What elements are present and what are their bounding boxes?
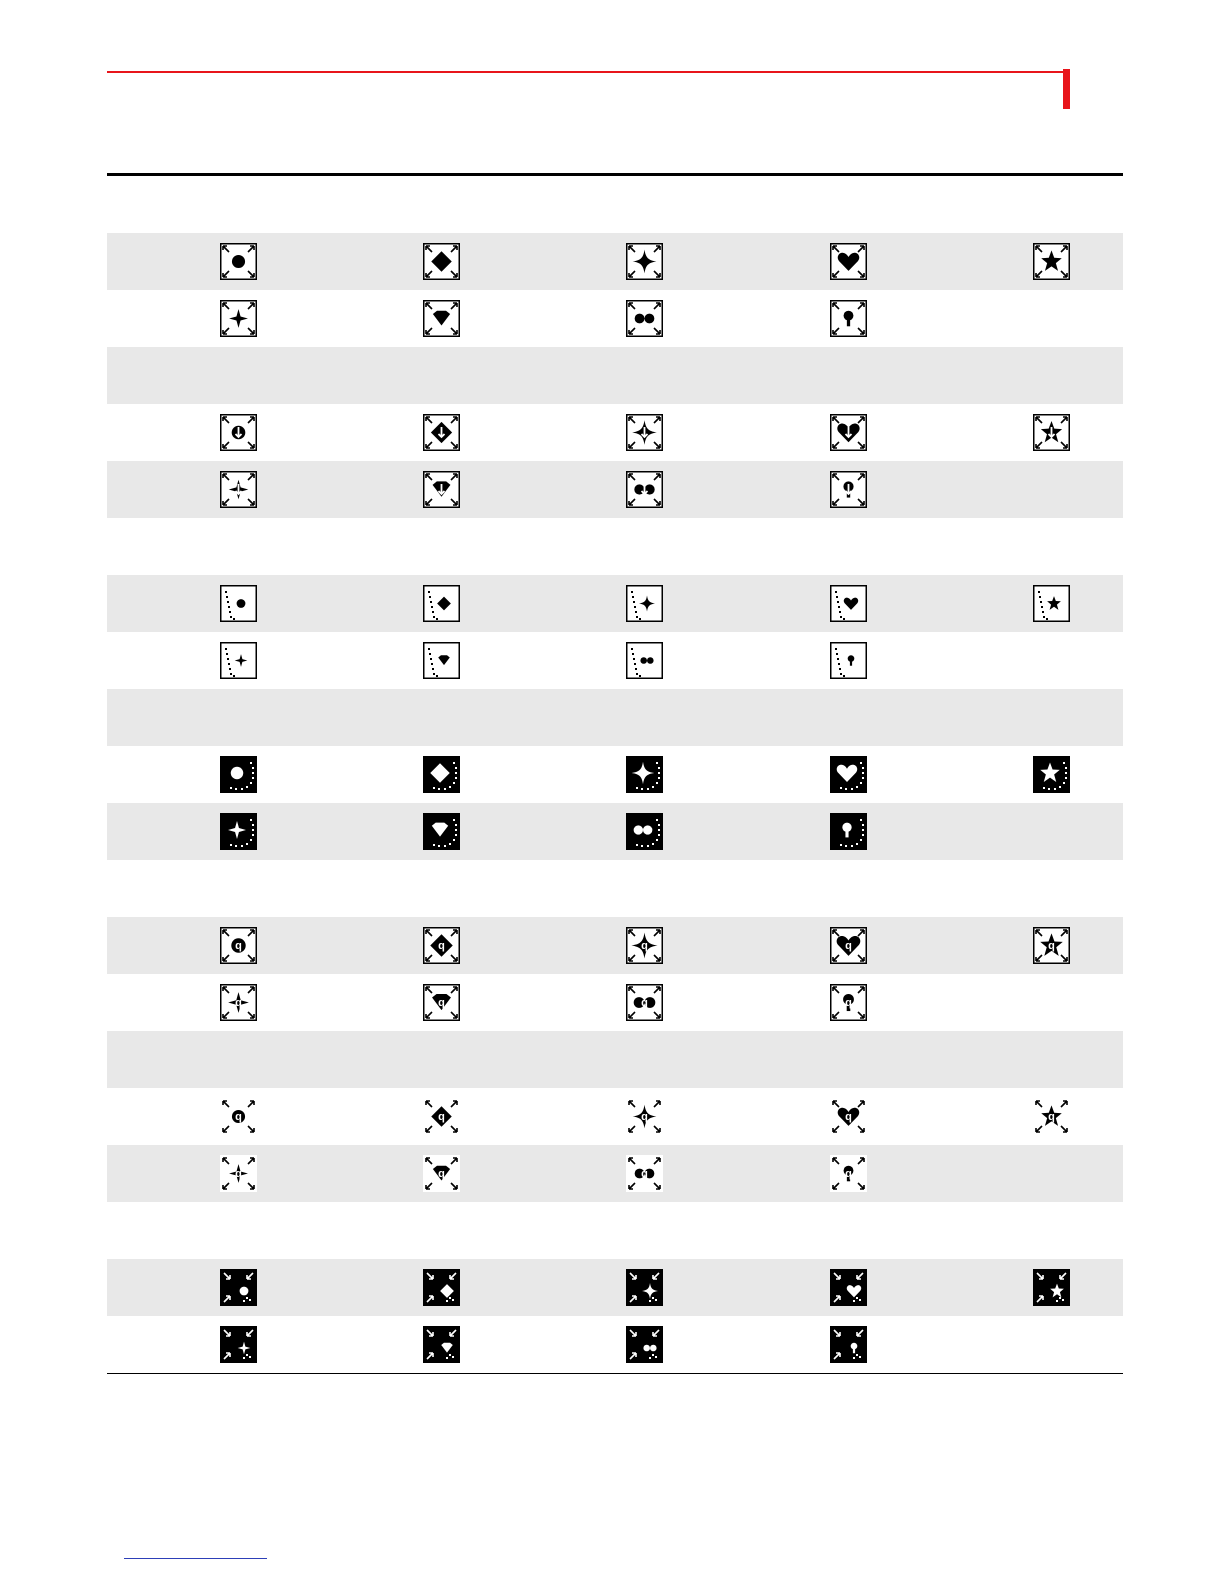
gem-framed-arrows-glyph-icon bbox=[423, 984, 460, 1021]
svg-text:q: q bbox=[438, 997, 445, 1009]
star-framed-dotted-trail-icon bbox=[1033, 585, 1070, 622]
footer-link-underline[interactable] bbox=[124, 1558, 267, 1559]
keyhole-framed-arrows-glyph-icon bbox=[830, 984, 867, 1021]
double-circle-inverted-dotted-trail-icon bbox=[626, 813, 663, 850]
svg-text:q: q bbox=[438, 940, 445, 952]
svg-text:q: q bbox=[641, 997, 648, 1009]
gem-inverted-dotted-trail-icon bbox=[423, 813, 460, 850]
cross-star-unframed-arrows-glyph-icon bbox=[220, 1155, 257, 1192]
icon-group-framed-arrows-out bbox=[107, 176, 1123, 347]
svg-text:q: q bbox=[845, 940, 852, 952]
diamond-inverted-dotted-trail-icon bbox=[423, 756, 460, 793]
circle-framed-arrows-out-icon bbox=[220, 243, 257, 280]
heart-framed-arrows-glyph-icon bbox=[830, 927, 867, 964]
cross-star-inverted-dotted-trail-icon bbox=[220, 813, 257, 850]
cross-star-inverted-arrows-in-icon bbox=[220, 1326, 257, 1363]
heart-unframed-arrows-glyph-icon bbox=[830, 1098, 867, 1135]
icon-group-framed-arrows-down bbox=[107, 347, 1123, 518]
keyhole-unframed-arrows-glyph-icon bbox=[830, 1155, 867, 1192]
icon-row bbox=[107, 461, 1123, 518]
star-framed-arrows-glyph-icon bbox=[1033, 927, 1070, 964]
diamond-framed-arrows-out-icon bbox=[423, 243, 460, 280]
gem-framed-arrows-down-icon bbox=[423, 471, 460, 508]
icon-group-framed-arrows-glyph bbox=[107, 860, 1123, 1031]
diamond-framed-arrows-down-icon bbox=[423, 414, 460, 451]
svg-text:q: q bbox=[235, 940, 242, 952]
svg-text:q: q bbox=[641, 1111, 648, 1123]
svg-text:q: q bbox=[845, 997, 852, 1009]
group-header-band bbox=[107, 1202, 1123, 1259]
svg-text:q: q bbox=[438, 1111, 445, 1123]
diamond-inverted-arrows-in-icon bbox=[423, 1269, 460, 1306]
icon-row bbox=[107, 803, 1123, 860]
keyhole-framed-arrows-down-icon bbox=[830, 471, 867, 508]
cross-star-framed-arrows-down-icon bbox=[220, 471, 257, 508]
double-circle-framed-dotted-trail-icon bbox=[626, 642, 663, 679]
icon-row bbox=[107, 404, 1123, 461]
svg-text:q: q bbox=[641, 940, 648, 952]
circle-framed-arrows-down-icon bbox=[220, 414, 257, 451]
icon-group-inverted-dotted-trail bbox=[107, 689, 1123, 860]
double-circle-unframed-arrows-glyph-icon bbox=[626, 1155, 663, 1192]
svg-text:q: q bbox=[1048, 940, 1055, 952]
icon-row bbox=[107, 632, 1123, 689]
icon-row bbox=[107, 746, 1123, 803]
diamond-unframed-arrows-glyph-icon bbox=[423, 1098, 460, 1135]
circle-inverted-arrows-in-icon bbox=[220, 1269, 257, 1306]
icon-row bbox=[107, 974, 1123, 1031]
svg-text:q: q bbox=[845, 1168, 852, 1180]
star-framed-arrows-out-icon bbox=[1033, 243, 1070, 280]
icon-row bbox=[107, 917, 1123, 974]
sparkle-framed-arrows-down-icon bbox=[626, 414, 663, 451]
gem-framed-arrows-out-icon bbox=[423, 300, 460, 337]
group-header-band bbox=[107, 860, 1123, 917]
heart-framed-dotted-trail-icon bbox=[830, 585, 867, 622]
double-circle-framed-arrows-glyph-icon bbox=[626, 984, 663, 1021]
sparkle-framed-arrows-out-icon bbox=[626, 243, 663, 280]
heart-framed-arrows-out-icon bbox=[830, 243, 867, 280]
sparkle-framed-arrows-glyph-icon bbox=[626, 927, 663, 964]
icon-group-inverted-arrows-in bbox=[107, 1202, 1123, 1373]
gem-inverted-arrows-in-icon bbox=[423, 1326, 460, 1363]
gem-unframed-arrows-glyph-icon bbox=[423, 1155, 460, 1192]
keyhole-inverted-dotted-trail-icon bbox=[830, 813, 867, 850]
double-circle-inverted-arrows-in-icon bbox=[626, 1326, 663, 1363]
group-header-band bbox=[107, 518, 1123, 575]
heart-inverted-arrows-in-icon bbox=[830, 1269, 867, 1306]
svg-text:q: q bbox=[641, 1168, 648, 1180]
icon-row bbox=[107, 1088, 1123, 1145]
keyhole-inverted-arrows-in-icon bbox=[830, 1326, 867, 1363]
cross-star-framed-arrows-glyph-icon bbox=[220, 984, 257, 1021]
heart-framed-arrows-down-icon bbox=[830, 414, 867, 451]
sparkle-framed-dotted-trail-icon bbox=[626, 585, 663, 622]
group-header-band bbox=[107, 1031, 1123, 1088]
heart-inverted-dotted-trail-icon bbox=[830, 756, 867, 793]
group-header-band bbox=[107, 689, 1123, 746]
circle-framed-dotted-trail-icon bbox=[220, 585, 257, 622]
gem-framed-dotted-trail-icon bbox=[423, 642, 460, 679]
icon-row bbox=[107, 1316, 1123, 1373]
sparkle-inverted-arrows-in-icon bbox=[626, 1269, 663, 1306]
star-inverted-dotted-trail-icon bbox=[1033, 756, 1070, 793]
double-circle-framed-arrows-out-icon bbox=[626, 300, 663, 337]
star-framed-arrows-down-icon bbox=[1033, 414, 1070, 451]
diamond-framed-dotted-trail-icon bbox=[423, 585, 460, 622]
icon-row bbox=[107, 1259, 1123, 1316]
cross-star-framed-arrows-out-icon bbox=[220, 300, 257, 337]
icon-row bbox=[107, 575, 1123, 632]
svg-text:q: q bbox=[845, 1111, 852, 1123]
icon-group-framed-dotted-trail bbox=[107, 518, 1123, 689]
svg-text:q: q bbox=[1048, 1111, 1055, 1123]
circle-framed-arrows-glyph-icon bbox=[220, 927, 257, 964]
group-header-band bbox=[107, 347, 1123, 404]
circle-inverted-dotted-trail-icon bbox=[220, 756, 257, 793]
star-unframed-arrows-glyph-icon bbox=[1033, 1098, 1070, 1135]
group-header-band bbox=[107, 176, 1123, 233]
svg-text:q: q bbox=[438, 1168, 445, 1180]
cross-star-framed-dotted-trail-icon bbox=[220, 642, 257, 679]
icon-row bbox=[107, 233, 1123, 290]
star-inverted-arrows-in-icon bbox=[1033, 1269, 1070, 1306]
sparkle-unframed-arrows-glyph-icon bbox=[626, 1098, 663, 1135]
svg-text:q: q bbox=[235, 1111, 242, 1123]
diamond-framed-arrows-glyph-icon bbox=[423, 927, 460, 964]
header-red-tab bbox=[1063, 69, 1070, 109]
sparkle-inverted-dotted-trail-icon bbox=[626, 756, 663, 793]
header-red-rule bbox=[107, 71, 1069, 73]
keyhole-framed-arrows-out-icon bbox=[830, 300, 867, 337]
keyhole-framed-dotted-trail-icon bbox=[830, 642, 867, 679]
circle-unframed-arrows-glyph-icon bbox=[220, 1098, 257, 1135]
svg-text:q: q bbox=[235, 1168, 242, 1180]
icon-row bbox=[107, 1145, 1123, 1202]
icon-group-unframed-arrows-glyph bbox=[107, 1031, 1123, 1202]
svg-text:q: q bbox=[235, 997, 242, 1009]
icon-row bbox=[107, 290, 1123, 347]
double-circle-framed-arrows-down-icon bbox=[626, 471, 663, 508]
